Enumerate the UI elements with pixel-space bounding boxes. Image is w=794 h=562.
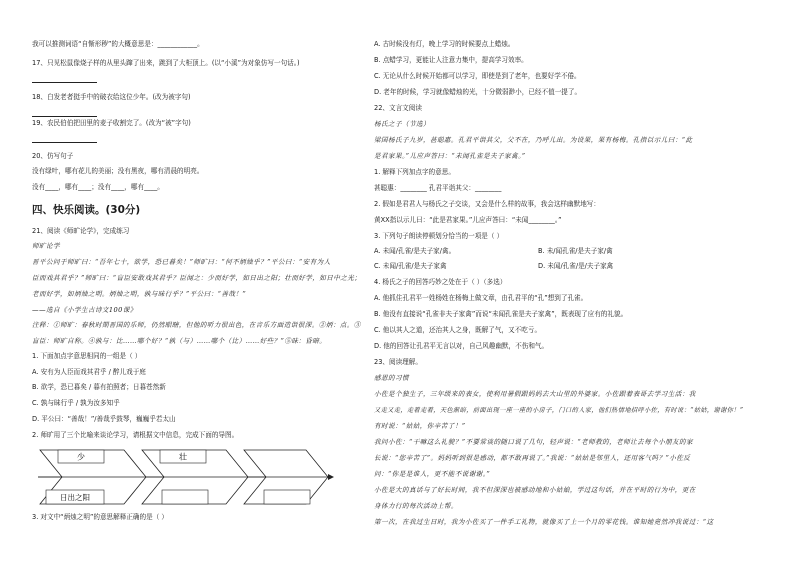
question-22: 22、文言文阅读 bbox=[374, 104, 422, 112]
note-line-2: 盲臣：师旷自称。④孰与：比……哪个好？“孰（与）……哪个（比）……好些？”⑤昧：昏暗。 bbox=[32, 337, 327, 345]
q22-2-fill: 黄XX指以示儿曰：“此是君家果。”儿应声答曰：“未闻________。” bbox=[374, 216, 562, 224]
q21-3-option-c: C. 无论从什么时候开始都可以学习，即使是到了老年，也要好学不倦。 bbox=[374, 72, 581, 80]
passage-23-line-2: 又走又走，走着走着，天色渐暗，前面出现一座一座的小房子，门口的人家，他们热情地招呼小佐，有时说：“姑姑，谢谢你！” bbox=[374, 407, 744, 414]
learning-diagram bbox=[38, 446, 338, 508]
q21-1-option-c: C. 孰与昧行乎 / 孰为汝多知乎 bbox=[32, 399, 120, 407]
q22-4-option-a: A. 他抓住孔君平一姓杨姓在杨梅上做文章，由孔君平的“孔”想到了孔雀。 bbox=[374, 294, 588, 302]
question-23: 23、阅读理解。 bbox=[374, 358, 422, 366]
question-20: 20、仿写句子 bbox=[32, 152, 74, 160]
question-22-4: 4. 杨氏之子的回答巧妙之处在于（ ）（多选） bbox=[374, 278, 507, 286]
passage-23-line-3: 有时说：“姑姑，你辛苦了！” bbox=[374, 422, 466, 430]
question-21-3: 3. 对文中“炳烛之明”的意思解释正确的是（ ） bbox=[32, 513, 169, 521]
passage-source: ——选自《小学生古诗文100课》 bbox=[32, 306, 137, 314]
q22-3-option-a: A. 未闻/孔雀/是夫子家/禽。 bbox=[374, 247, 456, 255]
q21-3-option-d: D. 老年的时候，学习就像蜡烛的光，十分微弱渺小，已经不值一提了。 bbox=[374, 88, 582, 96]
q22-1-fill: 甚聪惠：________ 孔君平诣其父：________ bbox=[374, 184, 502, 192]
q22-4-option-b: B. 他没有直接说“孔雀非夫子家禽”而说“未闻孔雀是夫子家禽”，既表现了应有的礼貌。 bbox=[374, 310, 628, 318]
q22-4-option-c: C. 他以其人之道，还治其人之身，既解了气，又不吃亏。 bbox=[374, 326, 542, 334]
q20-fill: 没有____，哪有____；没有____，哪有____。 bbox=[32, 183, 164, 191]
passage-23-title: 感恩的习惯 bbox=[374, 374, 409, 382]
note-line-1: 注释：①师旷：春秋时期晋国的乐师，仍然眼瞎，但他的听力很出色，在音乐方面造诣很深。②炳：点。③ bbox=[32, 321, 361, 329]
q21-3-option-b: B. 点蜡学习，更能让人注意力集中，提高学习效率。 bbox=[374, 56, 528, 64]
question-21: 21、阅读《师旷论学》，完成练习 bbox=[32, 227, 130, 235]
diagram-arrow-head bbox=[328, 474, 334, 480]
passage-23-line-6: 问：“你是是谁人，更不能不说谢谢。” bbox=[374, 470, 491, 478]
q22-3-option-c: C. 未闻/孔雀/是夫子家禽 bbox=[374, 262, 447, 270]
q20-example: 没有绿叶，哪有花儿的美丽；没有黑夜，哪有清晨的明亮。 bbox=[32, 167, 204, 175]
question-22-1: 1. 解释下列加点字的意思。 bbox=[374, 168, 455, 176]
passage-23-line-4: 我问小佐：“干嘛这么礼貌？”不要常谈的随口说了几句，轻声说：“老师教的，老师让去每个小朋友的家 bbox=[374, 438, 694, 446]
passage-22-line-2: 是君家果。”儿应声答曰：“未闻孔雀是夫子家禽。” bbox=[374, 152, 526, 160]
passage-23-line-8: 身体力行的每次活动上帮。 bbox=[374, 502, 458, 510]
q16-tail: 我可以推测词语“自惭形秽”的大概意思是：____________。 bbox=[32, 40, 204, 48]
question-17: 17、只见松鼠像烧子样的从里头蹿了出来，跳到了大柜顶上。(以“小溪”为对象仿写一句话。) bbox=[32, 59, 300, 67]
passage-22-title: 杨氏之子（节选） bbox=[374, 120, 430, 128]
passage-23-line-7: 小佐是大的真话与了好长时间，我不但深深也被感动地和小姑娘，学过这句话，并在平时的行为中，更在 bbox=[374, 486, 696, 494]
passage-line-1: 晋平公问于师旷曰：“吾年七十，欲学，恐已暮矣！”师旷曰：“何不炳烛乎？”平公曰：“安有为人 bbox=[32, 258, 331, 266]
q22-3-option-d: D. 未闻/孔雀/是/夫子家禽 bbox=[538, 262, 614, 270]
passage-line-2: 臣而戏其君乎？”师旷曰：“盲臣安敢戏其君乎？臣闻之：少而好学，如日出之阳；壮而好学，如日中之光； bbox=[32, 274, 362, 282]
question-21-2: 2. 师旷用了三个比喻来谈论学习，请根据文中信息，完成下面的导图。 bbox=[32, 431, 239, 439]
section-4-heading: 四、快乐阅读。(30分) bbox=[32, 204, 141, 216]
diagram-label-bottom-1: 日出之阳 bbox=[60, 493, 90, 502]
question-22-3: 3. 下列句子朗读停顿划分恰当的一项是（ ） bbox=[374, 232, 504, 240]
question-21-1: 1. 下面加点字意思相同的一组是（ ） bbox=[32, 352, 142, 360]
diagram-blank-box-bottom-3 bbox=[264, 490, 310, 504]
passage-title: 师旷论学 bbox=[32, 242, 60, 250]
question-22-2: 2. 假如是君君人与杨氏之子交谈，又会是什么样的故事，我会这样幽默地写： bbox=[374, 200, 600, 208]
diagram-blank-box-bottom-2 bbox=[162, 490, 208, 504]
question-19: 19、农民伯伯把田里的麦子收割完了。(改为“被”字句) bbox=[32, 119, 191, 127]
passage-23-line-9: 第一次，在我过生日时，我为小佐买了一件手工礼物，就像买了上一个月的零花钱。谁知她竟然冲我说过：“这 bbox=[374, 518, 714, 526]
answer-line-19 bbox=[32, 136, 97, 146]
q22-4-option-d: D. 他的回答让孔君平无言以对，自己风趣幽默，不伤和气。 bbox=[374, 342, 549, 350]
passage-22-line-1: 梁国杨氏子九岁，甚聪惠。孔君平诣其父，父不在，乃呼儿出。为设果，果有杨梅。孔指以示儿曰：“此 bbox=[374, 136, 693, 144]
passage-23-line-1: 小佐是个独生子，三年级来的表女，使利用暑假跟妈妈去大山里的外婆家。小佐跟着表哥去学习生活：我 bbox=[374, 390, 696, 398]
q22-3-option-b: B. 未/闻孔雀/是夫子家/禽 bbox=[538, 247, 613, 255]
q21-1-option-d: D. 平公曰：“善哉！”/善哉乎鼓琴，巍巍乎若太山 bbox=[32, 415, 176, 423]
diagram-label-top-2: 壮 bbox=[179, 452, 187, 462]
diagram-label-top-1: 少 bbox=[77, 452, 85, 462]
passage-line-3: 老而好学，如炳烛之明。炳烛之明，孰与昧行乎？”平公曰：“善哉！” bbox=[32, 290, 247, 298]
passage-23-line-5: 长说：“您辛苦了”。妈妈听到很是感动，都不敢再说了。”我说：“姑姑是邻里人，还用客气吗？”小佐反 bbox=[374, 454, 691, 462]
q21-3-option-a: A. 古时候没有灯，晚上学习的时候要点上蜡烛。 bbox=[374, 40, 515, 48]
q21-1-option-b: B. 欲学，恐已暮矣 / 暮有拍照者；日暮苍然新 bbox=[32, 383, 166, 391]
question-18: 18、白发老者挺手中的破衣给这位少年。(改为被字句) bbox=[32, 93, 191, 101]
q21-1-option-a: A. 安有为人臣而戏其君乎 / 醉儿戏于庭 bbox=[32, 368, 146, 376]
answer-line-17 bbox=[32, 76, 97, 86]
